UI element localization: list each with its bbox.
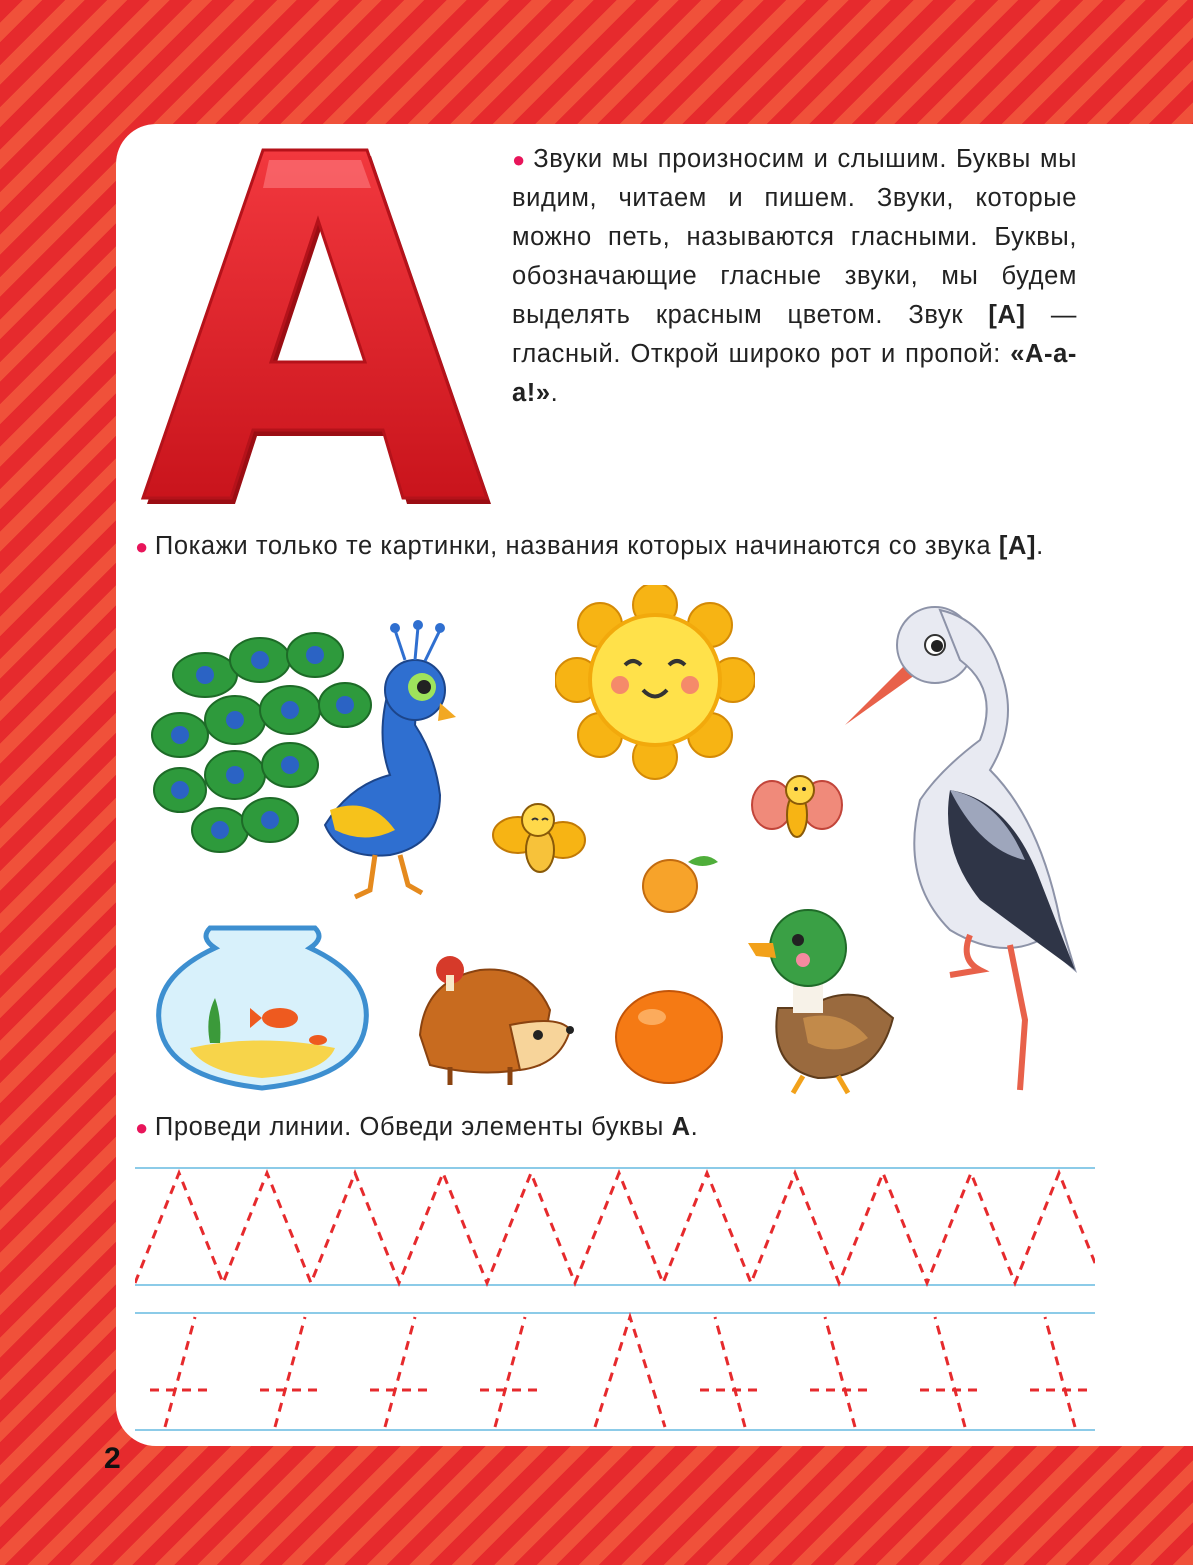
letter-element-path[interactable] (1030, 1317, 1090, 1427)
bee-icon[interactable] (488, 795, 588, 880)
task2-text: Проведи линии. Обведи элементы буквы (154, 1113, 672, 1141)
letter-element-path[interactable] (700, 1317, 760, 1427)
orange-icon[interactable] (612, 985, 727, 1085)
intro-text-2: — гласный. Открой широко рот и пропой: (512, 301, 1077, 368)
letter-element-path[interactable] (260, 1317, 320, 1427)
letter-element-path[interactable] (595, 1317, 665, 1427)
intro-text-3: . (550, 379, 559, 407)
task1-text: Покажи только те картинки, названия которых начинаются со звука (154, 532, 999, 560)
duck-icon[interactable] (748, 898, 898, 1098)
tracing-lines[interactable] (135, 1165, 1095, 1435)
bullet: ● (135, 1115, 149, 1140)
letter-elements-trace[interactable] (150, 1317, 1090, 1427)
bullet: ● (135, 534, 149, 559)
intro-text-1: Звуки мы произносим и слышим. Буквы мы видим, читаем и пишем. Звуки, которые можно петь, называются гласными. Буквы, обозначающие гласные звуки, мы будем выделять красным цветом. Звук (512, 145, 1078, 329)
sun-icon[interactable] (555, 585, 755, 780)
task-pictures (135, 527, 1065, 566)
butterfly-icon[interactable] (750, 765, 845, 850)
hedgehog-icon[interactable] (410, 955, 575, 1095)
letter-element-path[interactable] (480, 1317, 540, 1427)
letter-element-path[interactable] (810, 1317, 870, 1427)
letter-element-path[interactable] (920, 1317, 980, 1427)
task-trace (135, 1108, 1065, 1147)
intro-paragraph (512, 140, 1077, 413)
bullet: ● (512, 147, 528, 172)
letter-element-path[interactable] (150, 1317, 210, 1427)
task2-letter: А (671, 1113, 691, 1141)
big-letter-a-icon (135, 140, 495, 510)
task1-sound: [А] (998, 532, 1037, 560)
apricot-icon[interactable] (640, 850, 720, 915)
peacock-icon[interactable] (150, 615, 460, 905)
task1-end: . (1036, 532, 1044, 560)
intro-sing: «А-а-а!» (512, 340, 1077, 407)
intro-sound: [А] (988, 301, 1026, 329)
fishbowl-icon[interactable] (150, 918, 375, 1093)
page-number: 2 (104, 1442, 121, 1475)
letter-element-path[interactable] (370, 1317, 430, 1427)
zigzag-trace[interactable] (135, 1173, 1095, 1283)
task2-end: . (690, 1113, 699, 1141)
zigzag-path[interactable] (135, 1173, 1095, 1283)
